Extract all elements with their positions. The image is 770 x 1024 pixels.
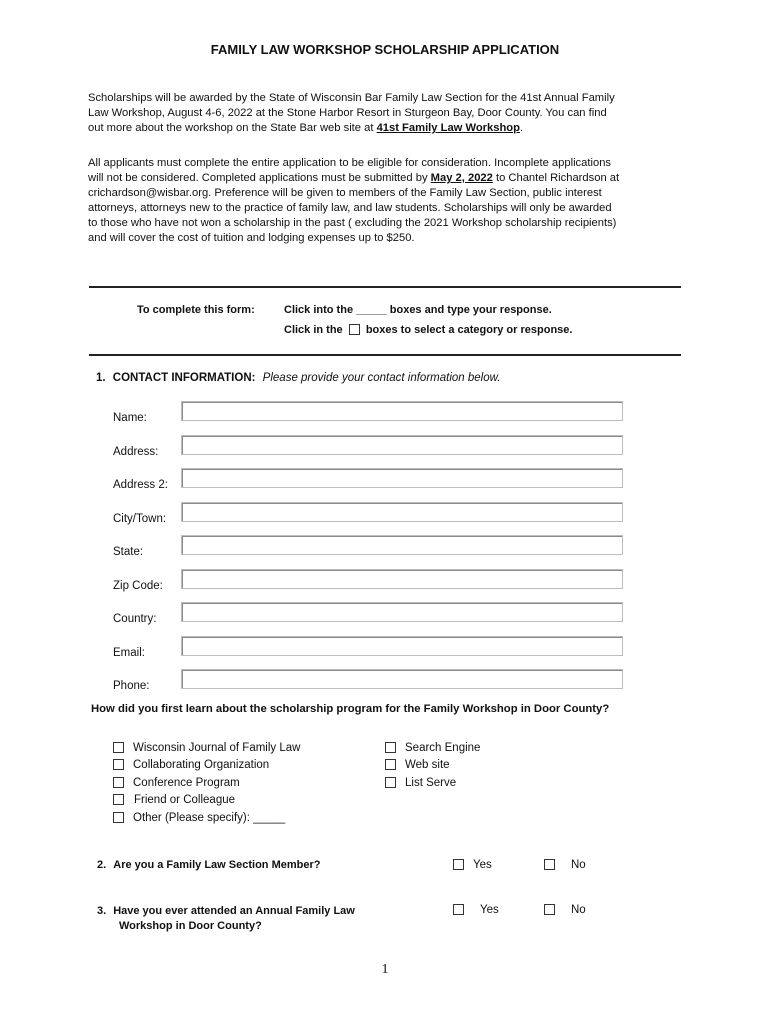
question-2: 2. Are you a Family Law Section Member? <box>97 859 321 871</box>
email-label: Email: <box>113 647 145 659</box>
state-label: State: <box>113 546 144 558</box>
rules-line: attorneys, attorneys new to the practice of family law, and law students. Scholarships will only be awarded <box>88 202 612 214</box>
rules-line: and will cover the cost of tuition and lodging expenses up to $250. <box>88 232 415 244</box>
intro-line: Law Workshop, August 4-6, 2022 at the Stone Harbor Resort in Sturgeon Bay, Door County. You can find <box>88 107 607 119</box>
checkbox-icon[interactable] <box>113 742 124 753</box>
intro-paragraph <box>88 91 672 136</box>
intro-line: Scholarships will be awarded by the State of Wisconsin Bar Family Law Section for the 41st Annual Family <box>88 92 615 104</box>
name-label: Name: <box>113 412 147 424</box>
checkbox-icon[interactable] <box>453 904 464 915</box>
checkbox-icon[interactable] <box>453 859 464 870</box>
eligibility-paragraph <box>88 156 672 246</box>
checkbox-icon[interactable] <box>113 812 124 823</box>
country-label: Country: <box>113 613 157 625</box>
rules-line: All applicants must complete the entire application to be eligible for consideration. Incomplete applications <box>88 157 612 169</box>
checkbox-icon[interactable] <box>113 794 124 805</box>
checkbox-icon <box>349 324 360 335</box>
option-web-site[interactable]: Web site <box>385 759 450 771</box>
option-collaborating-organization[interactable]: Collaborating Organization <box>113 759 269 771</box>
workshop-link[interactable]: 41st Family Law Workshop <box>376 122 520 134</box>
instructions-lead: To complete this form: <box>137 304 255 316</box>
page-title: FAMILY LAW WORKSHOP SCHOLARSHIP APPLICATION <box>210 42 560 57</box>
divider-top <box>89 286 681 288</box>
question-3: 3. Have you ever attended an Annual Family Law Workshop in Door County? <box>97 905 355 932</box>
instructions-line-1: Click into the _____ boxes and type your response. <box>284 304 552 316</box>
option-other[interactable]: Other (Please specify): _____ <box>113 812 285 824</box>
address-label: Address: <box>113 446 159 458</box>
checkbox-icon[interactable] <box>385 759 396 770</box>
option-list-serve[interactable]: List Serve <box>385 777 456 789</box>
q3-yes-option[interactable]: Yes <box>453 904 499 916</box>
q2-yes-option[interactable]: Yes <box>453 859 492 871</box>
checkbox-icon[interactable] <box>385 742 396 753</box>
phone-input[interactable] <box>181 669 623 689</box>
section-1-heading: 1. CONTACT INFORMATION: Please provide your contact information below. <box>96 372 501 384</box>
address-2-input[interactable] <box>181 468 623 488</box>
phone-label: Phone: <box>113 680 150 692</box>
checkbox-icon[interactable] <box>544 904 555 915</box>
email-input[interactable] <box>181 636 623 656</box>
rules-line: crichardson@wisbar.org. Preference will be given to members of the Family Law Section, public interest <box>88 187 602 199</box>
state-input[interactable] <box>181 535 623 555</box>
checkbox-icon[interactable] <box>385 777 396 788</box>
divider-bottom <box>89 354 681 356</box>
intro-line: out more about the workshop on the State Bar web site at 41st Family Law Workshop. <box>88 122 524 134</box>
address-2-label: Address 2: <box>113 479 168 491</box>
rules-line: to those who have not won a scholarship in the past ( excluding the 2021 Workshop scholarship recipients) <box>88 217 617 229</box>
checkbox-icon[interactable] <box>113 759 124 770</box>
name-input[interactable] <box>181 401 623 421</box>
checkbox-icon[interactable] <box>544 859 555 870</box>
city-input[interactable] <box>181 502 623 522</box>
deadline-date: May 2, 2022 <box>430 172 493 184</box>
q3-no-option[interactable]: No <box>544 904 586 916</box>
zip-code-label: Zip Code: <box>113 580 163 592</box>
option-conference-program[interactable]: Conference Program <box>113 777 240 789</box>
option-wisconsin-journal[interactable]: Wisconsin Journal of Family Law <box>113 742 300 754</box>
option-friend-colleague[interactable]: Friend or Colleague <box>113 794 235 806</box>
rules-line: will not be considered. Completed applications must be submitted by May 2, 2022 to Chantel Richardson at <box>88 172 620 184</box>
option-search-engine[interactable]: Search Engine <box>385 742 480 754</box>
instructions-line-2: Click in the boxes to select a category or response. <box>284 324 573 336</box>
country-input[interactable] <box>181 602 623 622</box>
city-label: City/Town: <box>113 513 167 525</box>
source-question: How did you first learn about the scholarship program for the Family Workshop in Door County? <box>91 703 610 715</box>
q2-no-option[interactable]: No <box>544 859 586 871</box>
address-input[interactable] <box>181 435 623 455</box>
page-number: 1 <box>381 962 389 977</box>
checkbox-icon[interactable] <box>113 777 124 788</box>
zip-code-input[interactable] <box>181 569 623 589</box>
